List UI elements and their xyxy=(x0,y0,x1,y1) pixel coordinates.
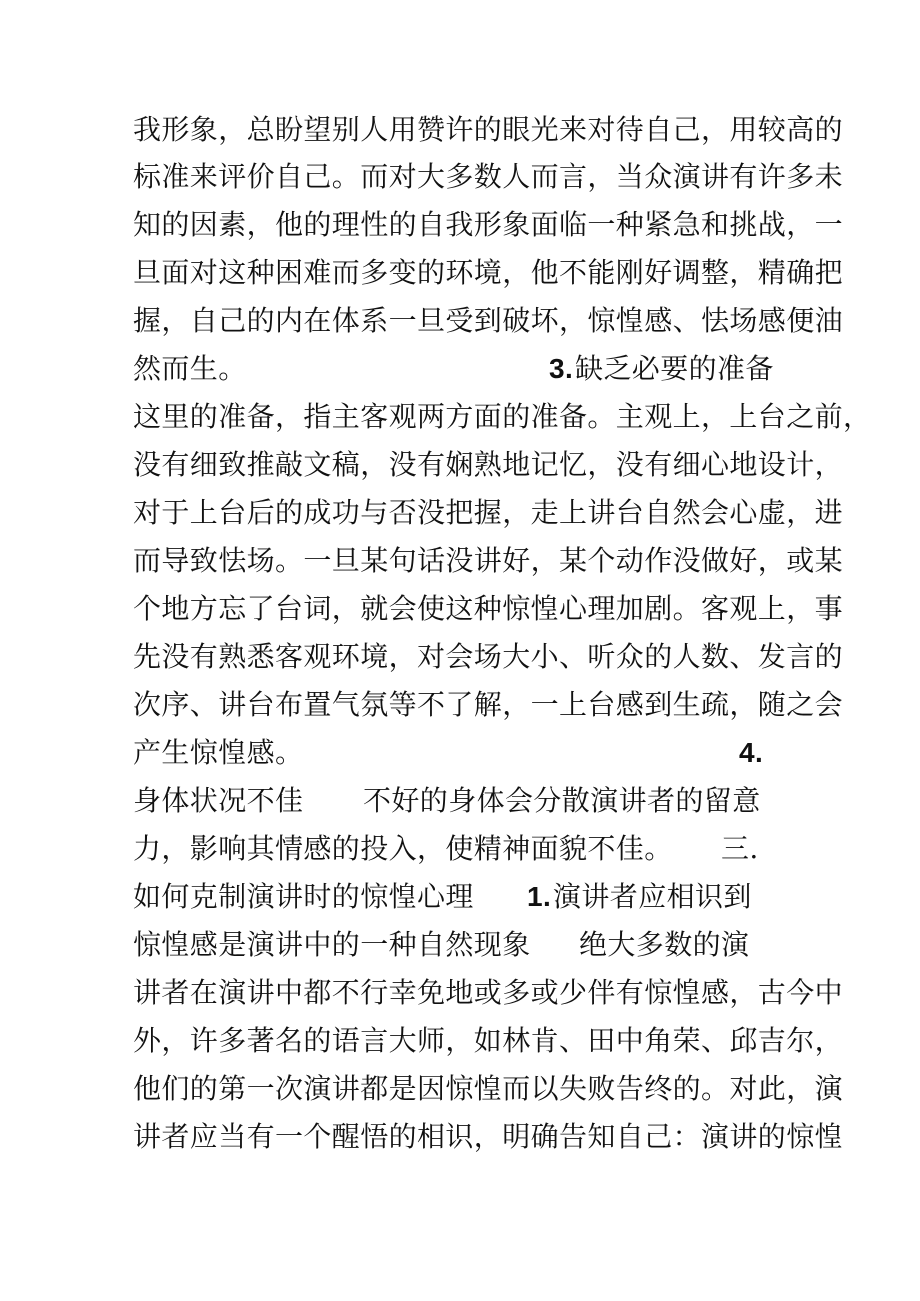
text-segment: 产生惊惶感。 xyxy=(133,736,304,769)
text-line: 握，自己的内在体系一旦受到破坏，惊惶感、怯场感便油 xyxy=(133,304,844,337)
text-line: 我形象，总盼望别人用赞许的眼光来对待自己，用较高的 xyxy=(133,113,844,146)
text-line: 旦面对这种困难而多变的环境，他不能刚好调整，精确把 xyxy=(133,256,844,289)
text-line: 讲者应当有一个醒悟的相识，明确告知自己：演讲的惊惶 xyxy=(133,1120,844,1153)
text-line: 他们的第一次演讲都是因惊惶而以失败告终的。对此，演 xyxy=(133,1072,844,1105)
text-segment: 不好的身体会分散演讲者的留意 xyxy=(363,784,761,817)
section-number: 三. xyxy=(721,832,759,865)
text-line: 知的因素，他的理性的自我形象面临一种紧急和挑战，一 xyxy=(133,208,844,241)
section-heading: 如何克制演讲时的惊惶心理 xyxy=(133,880,474,913)
section-heading: 缺乏必要的准备 xyxy=(575,352,774,385)
text-line: 标准来评价自己。而对大多数人而言，当众演讲有许多未 xyxy=(133,160,844,193)
text-line: 对于上台后的成功与否没把握，走上讲台自然会心虚，进 xyxy=(133,496,844,529)
text-line: 个地方忘了台词，就会使这种惊惶心理加剧。客观上，事 xyxy=(133,592,844,625)
section-number: 3. xyxy=(549,353,574,384)
section-number: 4. xyxy=(739,737,764,768)
text-line: 讲者在演讲中都不行幸免地或多或少伴有惊惶感，古今中 xyxy=(133,976,844,1009)
text-segment: 然而生。 xyxy=(133,352,247,385)
section-heading: 演讲者应相识到 xyxy=(553,880,752,913)
text-line: 这里的准备，指主客观两方面的准备。主观上，上台之前， xyxy=(133,400,872,433)
text-line: 而导致怯场。一旦某句话没讲好，某个动作没做好，或某 xyxy=(133,544,844,577)
text-segment: 力，影响其情感的投入，使精神面貌不佳。 xyxy=(133,832,673,865)
text-line: 先没有熟悉客观环境，对会场大小、听众的人数、发言的 xyxy=(133,640,844,673)
section-heading: 身体状况不佳 xyxy=(133,784,304,817)
text-line: 外，许多著名的语言大师，如林肯、田中角荣、邱吉尔， xyxy=(133,1024,844,1057)
section-heading: 惊惶感是演讲中的一种自然现象 xyxy=(133,928,531,961)
text-segment: 绝大多数的演 xyxy=(579,928,750,961)
section-number: 1. xyxy=(527,881,552,912)
text-line: 没有细致推敲文稿，没有娴熟地记忆，没有细心地设计， xyxy=(133,448,844,481)
text-line: 次序、讲台布置气氛等不了解，一上台感到生疏，随之会 xyxy=(133,688,844,721)
